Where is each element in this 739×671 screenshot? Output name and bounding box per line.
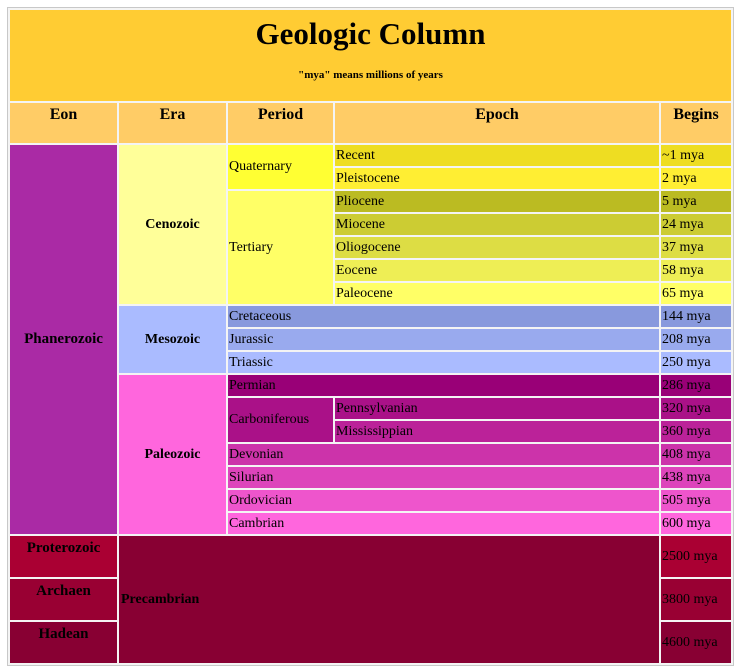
begins-triassic: 250 mya <box>661 352 731 373</box>
geologic-column-table <box>8 8 733 665</box>
begins-jurassic: 208 mya <box>661 329 731 350</box>
epoch-oligocene: Oliogocene <box>335 237 659 258</box>
eon-proterozoic: Proterozoic <box>10 536 117 577</box>
geologic-column-container <box>7 7 734 666</box>
begins-eocene: 58 mya <box>661 260 731 281</box>
header-eon: Eon <box>10 103 117 143</box>
period-devonian: Devonian <box>228 444 659 465</box>
epoch-pennsylvanian: Pennsylvanian <box>335 398 659 419</box>
epoch-miocene: Miocene <box>335 214 659 235</box>
begins-pliocene: 5 mya <box>661 191 731 212</box>
era-paleozoic: Paleozoic <box>119 375 226 534</box>
begins-proterozoic: 2500 mya <box>661 536 731 577</box>
eon-hadean: Hadean <box>10 622 117 663</box>
units-note: "mya" means millions of years <box>298 69 443 81</box>
header-era: Era <box>119 103 226 143</box>
begins-silurian: 438 mya <box>661 467 731 488</box>
period-carboniferous: Carboniferous <box>228 398 333 442</box>
period-cambrian: Cambrian <box>228 513 659 534</box>
table-row <box>10 375 731 396</box>
begins-permian: 286 mya <box>661 375 731 396</box>
period-triassic: Triassic <box>228 352 659 373</box>
eon-archaen: Archaen <box>10 579 117 620</box>
eon-phanerozoic: Phanerozoic <box>10 145 117 534</box>
begins-mississippian: 360 mya <box>661 421 731 442</box>
begins-miocene: 24 mya <box>661 214 731 235</box>
era-mesozoic: Mesozoic <box>119 306 226 373</box>
header-row <box>10 103 731 143</box>
header-begins: Begins <box>661 103 731 143</box>
begins-ordovician: 505 mya <box>661 490 731 511</box>
begins-cretaceous: 144 mya <box>661 306 731 327</box>
epoch-eocene: Eocene <box>335 260 659 281</box>
period-quaternary: Quaternary <box>228 145 333 189</box>
header-epoch: Epoch <box>335 103 659 143</box>
begins-devonian: 408 mya <box>661 444 731 465</box>
begins-recent: ~1 mya <box>661 145 731 166</box>
period-jurassic: Jurassic <box>228 329 659 350</box>
title-cell <box>10 10 731 101</box>
period-tertiary: Tertiary <box>228 191 333 304</box>
epoch-paleocene: Paleocene <box>335 283 659 304</box>
page-title: Geologic Column <box>255 16 486 51</box>
epoch-recent: Recent <box>335 145 659 166</box>
epoch-mississippian: Mississippian <box>335 421 659 442</box>
table-row <box>10 145 731 166</box>
period-cretaceous: Cretaceous <box>228 306 659 327</box>
period-silurian: Silurian <box>228 467 659 488</box>
table-row <box>10 536 731 577</box>
table-row <box>10 306 731 327</box>
begins-cambrian: 600 mya <box>661 513 731 534</box>
begins-pleistocene: 2 mya <box>661 168 731 189</box>
begins-archaen: 3800 mya <box>661 579 731 620</box>
period-permian: Permian <box>228 375 659 396</box>
begins-paleocene: 65 mya <box>661 283 731 304</box>
begins-pennsylvanian: 320 mya <box>661 398 731 419</box>
header-period: Period <box>228 103 333 143</box>
epoch-pliocene: Pliocene <box>335 191 659 212</box>
begins-hadean: 4600 mya <box>661 622 731 663</box>
begins-oligocene: 37 mya <box>661 237 731 258</box>
epoch-pleistocene: Pleistocene <box>335 168 659 189</box>
era-precambrian: Precambrian <box>119 536 659 663</box>
period-ordovician: Ordovician <box>228 490 659 511</box>
era-cenozoic: Cenozoic <box>119 145 226 304</box>
